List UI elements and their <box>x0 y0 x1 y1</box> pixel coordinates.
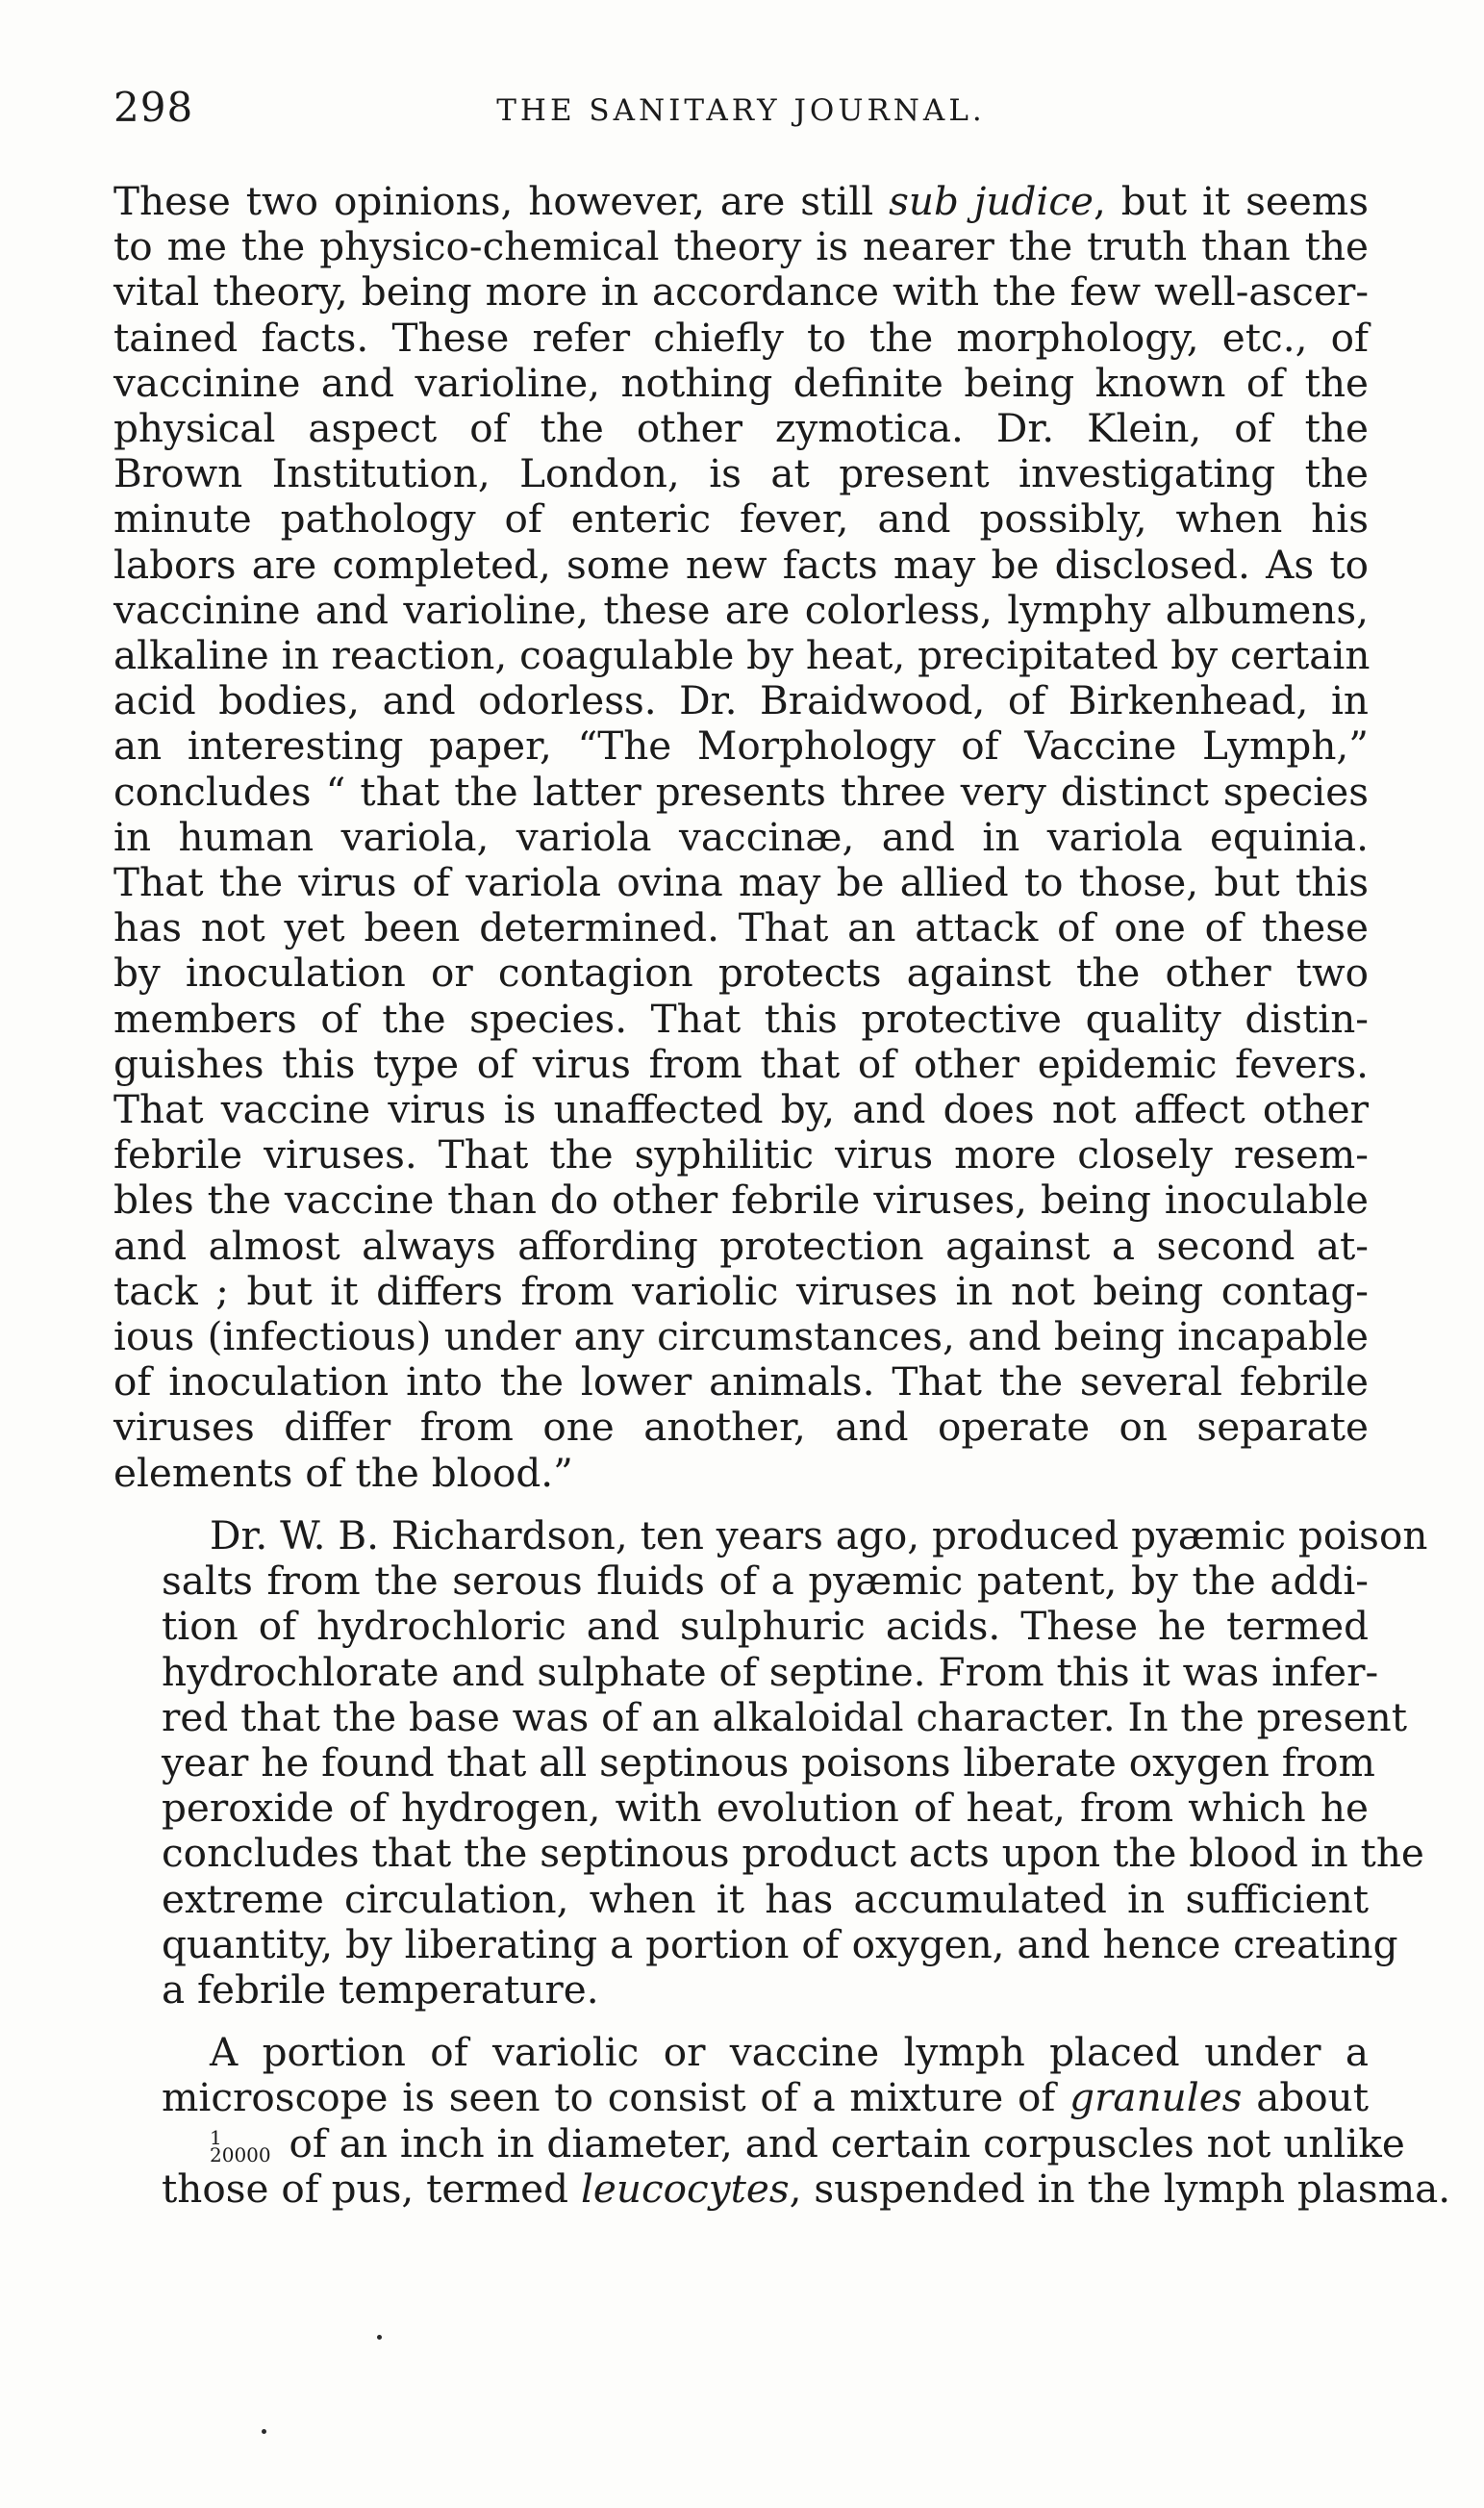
text-line <box>113 997 1369 1042</box>
text-line <box>113 1132 1369 1178</box>
text-line <box>113 2075 1369 2120</box>
text-line <box>113 361 1369 406</box>
paragraph <box>113 179 1369 1496</box>
text-run: in human variola, variola vaccinæ, and in variola equinia. <box>113 813 1369 860</box>
stray-ink-dot <box>377 2335 382 2340</box>
text-line <box>113 815 1369 860</box>
text-line <box>113 1693 1407 1740</box>
fraction-denominator: 20000 <box>210 2143 271 2167</box>
text-run: members of the species. That this protective quality distin- <box>113 995 1369 1042</box>
text-line <box>113 1224 1369 1269</box>
text-line <box>113 1359 1369 1405</box>
text-line <box>113 1042 1369 1087</box>
text-line <box>113 2119 1405 2167</box>
text-run: tained facts. These refer chiefly to the morphology, etc., of <box>113 314 1369 361</box>
text-line <box>113 1269 1369 1314</box>
text-run: vaccinine and varioline, these are colorless, lymphy albumens, <box>113 586 1369 633</box>
text-line <box>113 406 1369 451</box>
text-run: hydrochlorate and sulphate of septine. From this it was infer- <box>162 1648 1379 1695</box>
text-run: guishes this type of virus from that of other epidemic fevers. <box>113 1040 1369 1087</box>
text-run: That vaccine virus is unaffected by, and does not affect other <box>113 1086 1369 1133</box>
running-title: THE SANITARY JOURNAL. <box>496 93 986 128</box>
paragraph <box>113 1511 1428 2013</box>
text-run: by inoculation or contagion protects against the other two <box>113 950 1369 997</box>
text-run: salts from the serous fluids of a pyæmic patent, by the addi- <box>162 1558 1369 1605</box>
text-line <box>113 1511 1428 1558</box>
paragraph <box>113 2029 1451 2212</box>
text-line <box>113 1920 1398 1967</box>
text-line <box>113 1648 1379 1695</box>
text-run: and almost always affording protection against a second at- <box>113 1222 1369 1269</box>
page-header <box>113 85 1369 152</box>
text-line <box>113 2165 1451 2212</box>
text-run: about <box>1242 2074 1370 2121</box>
text-line <box>113 543 1369 588</box>
text-line <box>113 2030 1369 2075</box>
page-number: 298 <box>113 84 194 131</box>
text-run: viruses differ from one another, and operate on separate <box>113 1404 1369 1451</box>
fraction-numerator: 1 <box>210 2126 222 2150</box>
text-run: minute pathology of enteric fever, and possibly, when his <box>113 495 1369 543</box>
text-line <box>113 451 1369 496</box>
fraction <box>162 2126 271 2167</box>
text-run: A portion of variolic or vaccine lymph placed under a <box>210 2029 1369 2076</box>
text-run: of an inch in diameter, and certain corpuscles not unlike <box>276 2119 1405 2166</box>
text-run: vital theory, being more in accordance with the few well-ascer- <box>113 268 1369 316</box>
text-run: peroxide of hydrogen, with evolution of heat, from which he <box>162 1785 1369 1832</box>
text-line <box>113 1967 1369 2013</box>
text-line <box>113 1786 1369 1831</box>
text-run: , but it seems <box>1093 178 1369 224</box>
text-line <box>113 1178 1369 1223</box>
text-run: , suspended in the lymph plasma. <box>789 2165 1451 2212</box>
text-run: Brown Institution, London, is at present investigating the <box>113 450 1369 497</box>
text-line <box>113 1405 1369 1450</box>
text-run: acid bodies, and odorless. Dr. Braidwood, of Birkenhead, in <box>113 677 1369 724</box>
text-line <box>113 1830 1424 1877</box>
text-line <box>113 224 1369 269</box>
text-run: That the virus of variola ovina may be allied to those, but this <box>113 859 1369 906</box>
text-run: febrile viruses. That the syphilitic virus more closely resem- <box>113 1131 1369 1178</box>
italic-term: leucocytes <box>580 2165 790 2212</box>
body-text <box>113 178 1451 2212</box>
text-line <box>113 770 1369 815</box>
text-run: to me the physico-chemical theory is nearer the truth than the <box>113 223 1369 270</box>
text-line <box>113 860 1369 905</box>
text-run: an interesting paper, “The Morphology of Vaccine Lymph,” <box>113 722 1369 770</box>
text-line <box>113 950 1369 996</box>
text-run: bles the vaccine than do other febrile viruses, being inoculable <box>113 1177 1369 1224</box>
text-line <box>113 179 1369 224</box>
book-page <box>113 84 1451 2229</box>
text-run: those of pus, termed <box>162 2165 581 2212</box>
text-line <box>113 1558 1369 1604</box>
text-run: alkaline in reaction, coagulable by heat, precipitated by certain <box>113 632 1371 679</box>
text-run: concludes that the septinous product acts upon the blood in the <box>162 1830 1424 1877</box>
text-line <box>113 1604 1369 1649</box>
text-line <box>113 1877 1369 1922</box>
text-line <box>113 1451 1369 1496</box>
text-run: quantity, by liberating a portion of oxygen, and hence creating <box>162 1920 1398 1967</box>
text-run: physical aspect of the other zymotica. Dr. Klein, of the <box>113 405 1369 452</box>
text-run: of inoculation into the lower animals. That the several febrile <box>113 1358 1369 1406</box>
text-run: microscope is seen to consist of a mixture of <box>162 2074 1070 2121</box>
text-run: red that the base was of an alkaloidal character. In the present <box>162 1693 1407 1740</box>
text-line <box>113 905 1369 950</box>
text-line <box>113 678 1369 723</box>
text-run: extreme circulation, when it has accumulated in sufficient <box>162 1875 1369 1922</box>
text-run: has not yet been determined. That an attack of one of these <box>113 904 1369 951</box>
text-run: tion of hydrochloric and sulphuric acids. These he termed <box>162 1603 1369 1650</box>
text-run: a febrile temperature. <box>162 1965 599 2013</box>
text-line <box>113 496 1369 542</box>
italic-term: granules <box>1069 2074 1243 2121</box>
text-line <box>113 633 1369 678</box>
italic-term: sub judice <box>889 178 1094 224</box>
text-line <box>113 1314 1369 1359</box>
text-run: labors are completed, some new facts may be disclosed. As to <box>113 541 1369 588</box>
text-line <box>113 1087 1369 1132</box>
text-line <box>113 269 1369 315</box>
text-run: Dr. W. B. Richardson, ten years ago, produced pyæmic poison <box>210 1511 1428 1558</box>
text-run: elements of the blood.” <box>113 1449 573 1496</box>
text-run: These two opinions, however, are still <box>113 178 890 224</box>
text-line <box>113 723 1369 769</box>
text-run: concludes “ that the latter presents three very distinct species <box>113 768 1369 815</box>
text-run: tack ; but it differs from variolic viruses in not being contag- <box>113 1267 1369 1314</box>
text-line <box>113 316 1369 361</box>
text-run: vaccinine and varioline, nothing definite being known of the <box>113 359 1369 406</box>
text-run: ious (infectious) under any circumstances, and being incapable <box>113 1313 1369 1360</box>
text-line <box>113 1738 1375 1786</box>
text-run: year he found that all septinous poisons liberate oxygen from <box>162 1738 1375 1786</box>
stray-ink-dot <box>262 2429 266 2434</box>
text-line <box>113 588 1369 633</box>
